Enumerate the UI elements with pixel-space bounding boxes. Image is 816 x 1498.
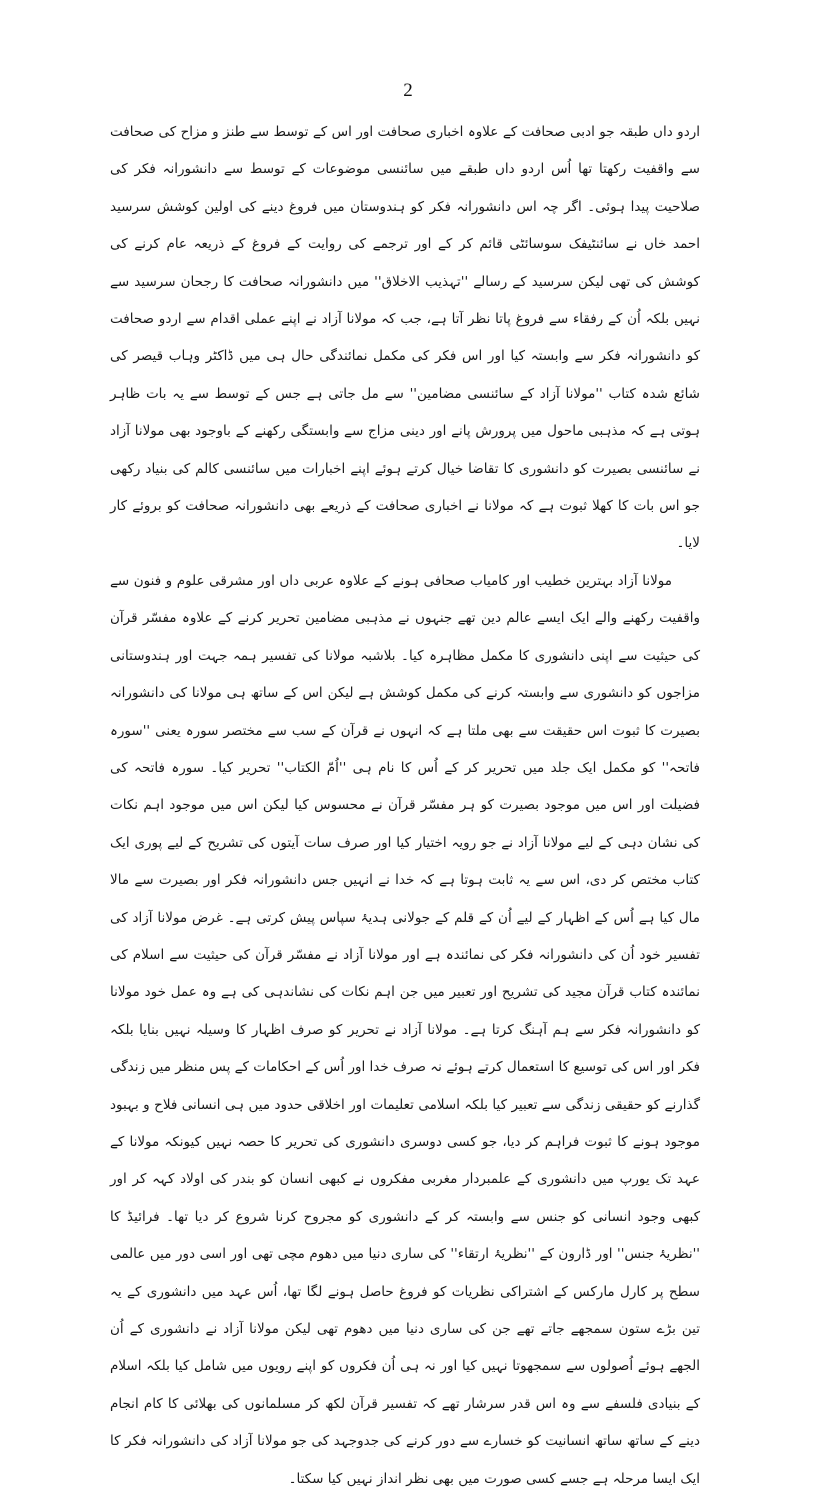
paragraph-1: اردو داں طبقہ جو ادبی صحافت کے علاوہ اخباری صحافت اور اس کے توسط سے طنز و مزاح کی صحافت سے واقفیت رکھتا تھا اُس اردو داں طبقے میں سائنسی موضوعات کے توسط سے دانشورانہ فکر کی صلاحیت پیدا ہوئی۔ اگر چہ اس دانشورانہ فکر کو ہندوستان میں فروغ دینے کی اولین کوشش سرسید احمد خاں نے سائنٹیفک سوسائٹی قائم کر کے اور ترجمے کی روایت کے فروغ کے ذریعہ عام کرنے کی کوشش کی تھی لیکن سرسید کے رسالے ''تہذیب الاخلاق'' میں دانشورانہ صحافت کا رجحان سرسید سے نہیں بلکہ اُن کے رفقاء سے فروغ پاتا نظر آتا ہے، جب کہ مولانا آزاد نے اپنے عملی اقدام سے اردو صحافت کو دانشورانہ فکر سے وابستہ کیا اور اس فکر کی مکمل نمائندگی حال ہی میں ڈاکٹر وہاب قیصر کی شائع شدہ کتاب ''مولانا آزاد کے سائنسی مضامین'' سے مل جاتی ہے جس کے توسط سے یہ بات ظاہر ہوتی ہے کہ مذہبی ماحول میں پرورش پانے اور دینی مزاج سے وابستگی رکھنے کے باوجود بھی مولانا آزاد نے سائنسی بصیرت کو دانشوری کا تقاضا خیال کرتے ہوئے اپنے اخبارات میں سائنسی کالم کی بنیاد رکھی جو اس بات کا کھلا ثبوت ہے کہ مولانا نے اخباری صحافت کے ذریعے بھی دانشورانہ صحافت کو بروئے کار لایا۔ [110,124,700,552]
document-body [110,114,700,1498]
page-number: 2 [403,80,413,101]
paragraph-2: مولانا آزاد بہترین خطیب اور کامیاب صحافی ہونے کے علاوہ عربی داں اور مشرقی علوم و فنون سے واقفیت رکھنے والے ایک ایسے عالم دین تھے جنہوں نے مذہبی مضامین تحریر کرنے کے علاوہ مفسّر قرآن کی حیثیت سے اپنی دانشوری کا مکمل مظاہرہ کیا۔ بلاشبہ مولانا کی تفسیر ہمہ جہت اور ہندوستانی مزاجوں کو دانشوری سے وابستہ کرنے کی مکمل کوشش ہے لیکن اس کے ساتھ ہی مولانا کی دانشورانہ بصیرت کا ثبوت اس حقیقت سے بھی ملتا ہے کہ انہوں نے قرآن کے سب سے مختصر سورہ یعنی ''سورہ فاتحہ'' کو مکمل ایک جلد میں تحریر کر کے اُس کا نام ہی ''اُمّ الکتاب'' تحریر کیا۔ سورہ فاتحہ کی فضیلت اور اس میں موجود بصیرت کو ہر مفسّر قرآن نے محسوس کیا لیکن اس میں موجود اہم نکات کی نشان دہی کے لیے مولانا آزاد نے جو رویہ اختیار کیا اور صرف سات آیتوں کی تشریح کے لیے پوری ایک کتاب مختص کر دی، اس سے یہ ثابت ہوتا ہے کہ خدا نے انہیں جس دانشورانہ فکر اور بصیرت سے مالا مال کیا ہے اُس کے اظہار کے لیے اُن کے قلم کے جولانی ہدیۂ سپاس پیش کرتی ہے۔ غرض مولانا آزاد کی تفسیر خود اُن کی دانشورانہ فکر کی نمائندہ ہے اور مولانا آزاد نے مفسّر قرآن کی حیثیت سے اسلام کی نمائندہ کتاب قرآن مجید کی تشریح اور تعبیر میں جن اہم نکات کی نشاندہی کی ہے وہ عمل خود مولانا کو دانشورانہ فکر سے ہم آہنگ کرتا ہے۔ مولانا آزاد نے تحریر کو صرف اظہار کا وسیلہ نہیں بنایا بلکہ فکر اور اس کی توسیع کا استعمال کرتے ہوئے نہ صرف خدا اور اُس کے احکامات کے پس منظر میں زندگی گذارنے کو حقیقی زندگی سے تعبیر کیا بلکہ اسلامی تعلیمات اور اخلاقی حدود میں ہی انسانی فلاح و بہبود موجود ہونے کا ثبوت فراہم کر دیا، جو کسی دوسری دانشوری کی تحریر کا حصہ نہیں کیونکہ مولانا کے عہد تک یورپ میں دانشوری کے علمبردار مغربی مفکروں نے کبھی انسان کو بندر کی اولاد کہہ کر اور کبھی وجود انسانی کو جنس سے وابستہ کر کے دانشوری کو مجروح کرنا شروع کر دیا تھا۔ فرائیڈ کا ''نظریۂ جنس'' اور ڈارون کے ''نظریۂ ارتقاء'' کی ساری دنیا میں دھوم مچی تھی اور اسی دور میں عالمی سطح پر کارل مارکس کے اشتراکی نظریات کو فروغ حاصل ہونے لگا تھا، اُس عہد میں دانشوری کے یہ تین بڑے ستون سمجھے جاتے تھے جن کی ساری دنیا میں دھوم تھی لیکن مولانا آزاد نے دانشوری کے اُن الجھے ہوئے اُصولوں سے سمجھوتا نہیں کیا اور نہ ہی اُن فکروں کو اپنے رویوں میں شامل کیا بلکہ اسلام کے بنیادی فلسفے سے وہ اس قدر سرشار تھے کہ تفسیر قرآن لکھ کر مسلمانوں کی بھلائی کا کام انجام دینے کے ساتھ ساتھ انسانیت کو خسارے سے دور کرنے کی جدوجہد کی جو مولانا آزاد کی دانشورانہ فکر کا ایک ایسا مرحلہ ہے جسے کسی صورت میں بھی نظر انداز نہیں کیا سکتا۔ [110,572,700,1487]
